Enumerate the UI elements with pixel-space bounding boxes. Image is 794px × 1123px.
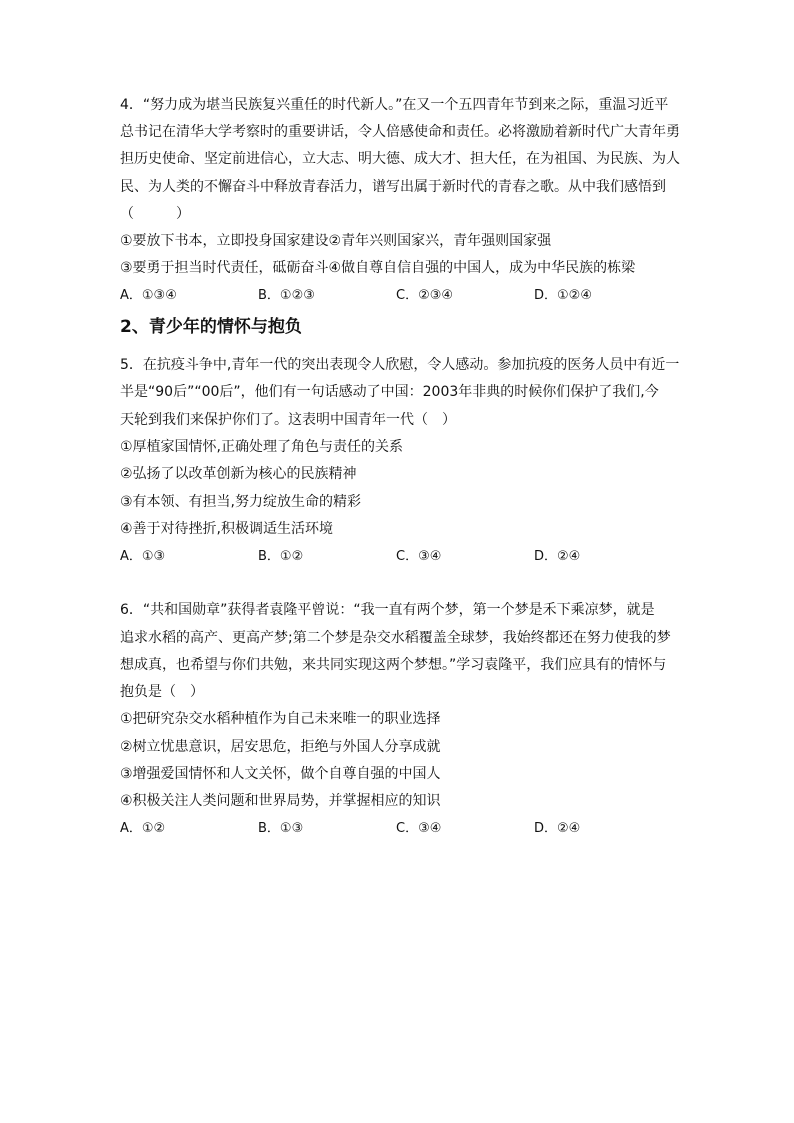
section-heading: 2、青少年的情怀与抱负 [120, 317, 302, 337]
q6-stem-line-4: 抱负是（ ） [120, 684, 204, 700]
q4-statement-1: ①要放下书本，立即投身国家建设②青年兴则国家兴，青年强则国家强 [120, 233, 552, 249]
q5-statement-3: ③有本领、有担当,努力绽放生命的精彩 [120, 494, 361, 510]
q4-stem-line-1: 4．“努力成为堪当民族复兴重任的时代新人。”在又一个五四青年节到来之际，重温习近平 [120, 97, 669, 113]
q5-stem-line-1: 5．在抗疫斗争中,青年一代的突出表现令人欣慰，令人感动。参加抗疫的医务人员中有近一 [120, 357, 680, 373]
q4-stem-line-2: 总书记在清华大学考察时的重要讲话，令人倍感使命和责任。必将激励着新时代广大青年勇 [120, 124, 680, 140]
q5-stem-line-2: 半是“90后”“00后”，他们有一句话感动了中国：2003年非典的时候你们保护了我们,今 [120, 384, 659, 400]
q5-statement-2: ②弘扬了以改革创新为核心的民族精神 [120, 466, 357, 482]
q4-option-d: D．①②④ [534, 288, 592, 303]
q5-option-c: C．③④ [396, 549, 442, 564]
q5-statement-4: ④善于对待挫折,积极调适生活环境 [120, 521, 334, 537]
q5-stem-line-3: 天轮到我们来保护你们了。这表明中国青年一代（ ） [120, 412, 456, 428]
q4-stem-line-4: 民、为人类的不懈奋斗中释放青春活力，谱写出属于新时代的青春之歌。从中我们感悟到 [120, 179, 666, 195]
q6-statement-2: ②树立忧患意识，居安思危，拒绝与外国人分享成就 [120, 739, 441, 755]
q6-option-a: A．①② [120, 821, 166, 836]
q4-stem-line-3: 担历史使命、坚定前进信心，立大志、明大德、成大才、担大任，在为祖国、为民族、为人 [120, 151, 680, 167]
q6-stem-line-3: 想成真，也希望与你们共勉，来共同实现这两个梦想。”学习袁隆平，我们应具有的情怀与 [120, 657, 667, 673]
q6-option-c: C．③④ [396, 821, 442, 836]
q6-stem-line-2: 追求水稻的高产、更高产梦;第二个梦是杂交水稻覆盖全球梦，我始终都还在努力使我的梦 [120, 630, 671, 646]
q5-option-b: B．①② [258, 549, 304, 564]
q5-option-a: A．①③ [120, 549, 166, 564]
q4-option-b: B．①②③ [258, 288, 315, 303]
q4-answer-blank: （ ） [120, 206, 190, 222]
q6-option-d: D．②④ [534, 821, 581, 836]
q6-statement-4: ④积极关注人类问题和世界局势，并掌握相应的知识 [120, 793, 441, 809]
q6-stem-line-1: 6．“共和国勋章”获得者袁隆平曾说：“我一直有两个梦，第一个梦是禾下乘凉梦，就是 [120, 602, 655, 618]
q4-option-c: C．②③④ [396, 288, 454, 303]
q5-statement-1: ①厚植家国情怀,正确处理了角色与责任的关系 [120, 439, 403, 455]
q4-option-a: A．①③④ [120, 288, 177, 303]
q4-statement-2: ③要勇于担当时代责任，砥砺奋斗④做自尊自信自强的中国人，成为中华民族的栋梁 [120, 260, 636, 276]
q5-option-d: D．②④ [534, 549, 581, 564]
q6-statement-1: ①把研究杂交水稻种植作为自己未来唯一的职业选择 [120, 711, 441, 727]
q6-option-b: B．①③ [258, 821, 304, 836]
q6-statement-3: ③增强爱国情怀和人文关怀，做个自尊自强的中国人 [120, 766, 441, 782]
